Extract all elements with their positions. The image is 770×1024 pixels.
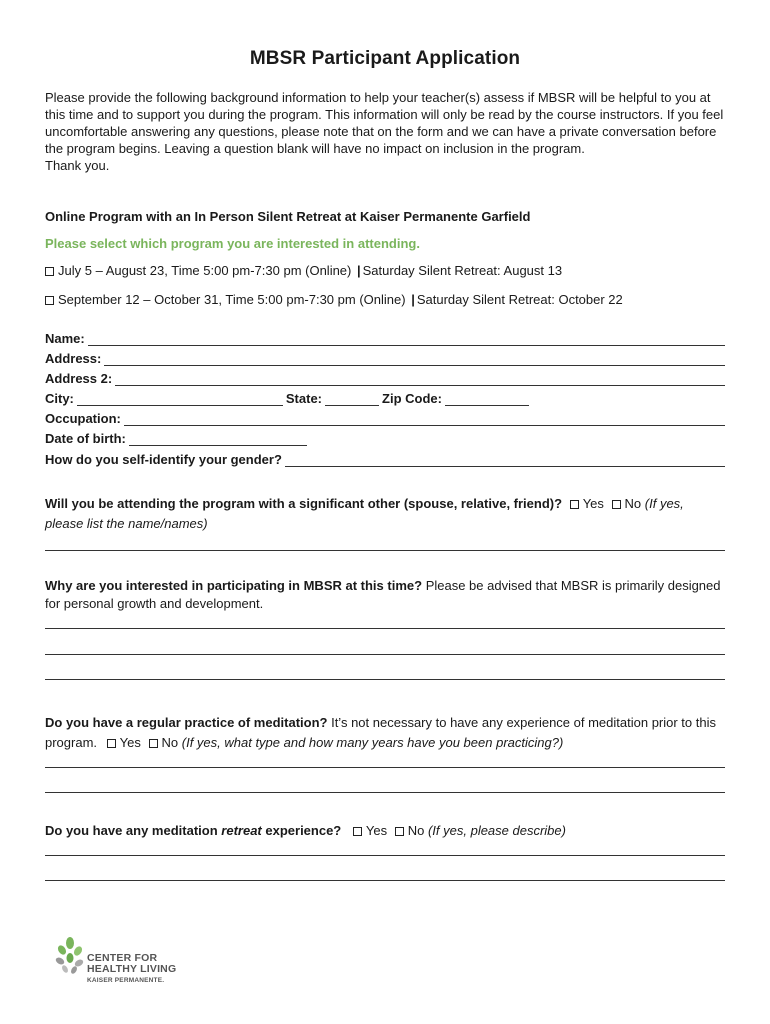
zip-label: Zip Code: [382,391,442,406]
occupation-label: Occupation: [45,411,121,426]
answer-line[interactable] [45,628,725,629]
dob-label: Date of birth: [45,431,126,446]
program-heading: Online Program with an In Person Silent Retreat at Kaiser Permanente Garfield [45,209,531,224]
q4-no-label: No [407,823,425,838]
program-option-1[interactable] [45,263,562,278]
q3-text: Do you have a regular practice of meditation? [45,715,328,730]
checkbox-q4-no[interactable] [395,827,404,836]
logo-line-2: HEALTHY LIVING [87,963,177,975]
address2-label: Address 2: [45,371,113,386]
zip-input-line[interactable] [445,393,529,406]
logo-text [87,953,176,975]
occupation-field[interactable] [45,408,725,426]
name-input-line[interactable] [88,333,725,346]
question-why-mbsr [45,577,725,613]
answer-line[interactable] [45,767,725,768]
q1-note: (If yes, please list the name/names) [45,496,684,531]
checkbox-q1-yes[interactable] [570,500,579,509]
answer-line[interactable] [45,880,725,881]
q3-followup: (If yes, what type and how many years have you been practicing?) [181,735,564,750]
checkbox-program-1[interactable] [45,267,54,276]
question-retreat-experience [45,821,725,841]
checkbox-program-2[interactable] [45,296,54,305]
dob-input-line[interactable] [129,433,307,446]
program-option-2-retreat: Saturday Silent Retreat: October 22 [416,292,623,307]
state-label: State: [285,391,323,406]
gender-input-line[interactable] [285,454,725,467]
address-field[interactable] [45,348,725,366]
separator: | [357,263,361,278]
address2-input-line[interactable] [115,373,725,386]
gender-label: How do you self-identify your gender? [45,452,282,467]
question-meditation-practice [45,713,725,753]
address-input-line[interactable] [104,353,725,366]
answer-line[interactable] [45,792,725,793]
dob-field[interactable] [45,428,310,446]
program-option-2-dates: September 12 – October 31, Time 5:00 pm-7:30 pm (Online) [58,292,406,307]
question-significant-other [45,494,725,534]
answer-line[interactable] [45,855,725,856]
q3-yes-label: Yes [119,735,141,750]
leaf-icon [55,937,85,981]
separator: | [411,292,415,307]
checkbox-q3-yes[interactable] [107,739,116,748]
q1-no-label: No [624,496,642,511]
q4-yes-label: Yes [365,823,388,838]
q1-text: Will you be attending the program with a significant other (spouse, relative, friend)? [45,496,563,511]
program-select-prompt: Please select which program you are interested in attending. [45,236,420,251]
intro-paragraph [45,89,725,174]
gender-field[interactable] [45,449,725,467]
address2-field[interactable] [45,368,725,386]
q3-note: It’s not necessary to have any experience of meditation prior to this program. [45,715,716,750]
state-input-line[interactable] [325,393,379,406]
city-state-zip-row[interactable] [45,388,532,406]
address-label: Address: [45,351,102,366]
answer-line[interactable] [45,679,725,680]
logo-line-1: CENTER FOR [87,952,158,964]
name-label: Name: [45,331,85,346]
intro-thanks: Thank you. [45,158,110,173]
city-input-line[interactable] [77,393,283,406]
name-field[interactable] [45,328,725,346]
center-for-healthy-living-logo [55,935,195,995]
city-label: City: [45,391,74,406]
answer-line[interactable] [45,654,725,655]
q4-text-italic: retreat [221,823,262,838]
q3-no-label: No [161,735,179,750]
page-title: MBSR Participant Application [249,48,521,69]
q4-followup: (If yes, please describe) [427,823,566,838]
q4-text-before: Do you have any meditation [45,823,218,838]
checkbox-q4-yes[interactable] [353,827,362,836]
intro-text: Please provide the following background information to help your teacher(s) assess if MBSR will be helpful to you at this time and to support you during the program. This information will only be read by the course instructors. If you feel uncomfortable answering any questions, please note that on the form and we can have a private conversation before the program begins. Leaving a question blank will have no impact on inclusion in the program. [45,90,724,156]
checkbox-q3-no[interactable] [149,739,158,748]
program-option-2[interactable] [45,292,623,307]
program-option-1-dates: July 5 – August 23, Time 5:00 pm-7:30 pm (Online) [58,263,352,278]
q4-text-after: experience? [265,823,342,838]
q1-yes-label: Yes [582,496,604,511]
answer-line[interactable] [45,550,725,551]
checkbox-q1-no[interactable] [612,500,621,509]
occupation-input-line[interactable] [124,413,725,426]
q2-note: Please be advised that MBSR is primarily designed for personal growth and development. [45,578,721,611]
program-option-1-retreat: Saturday Silent Retreat: August 13 [362,263,563,278]
q2-text: Why are you interested in participating in MBSR at this time? [45,578,423,593]
kaiser-permanente-wordmark: KAISER PERMANENTE. [87,977,165,984]
